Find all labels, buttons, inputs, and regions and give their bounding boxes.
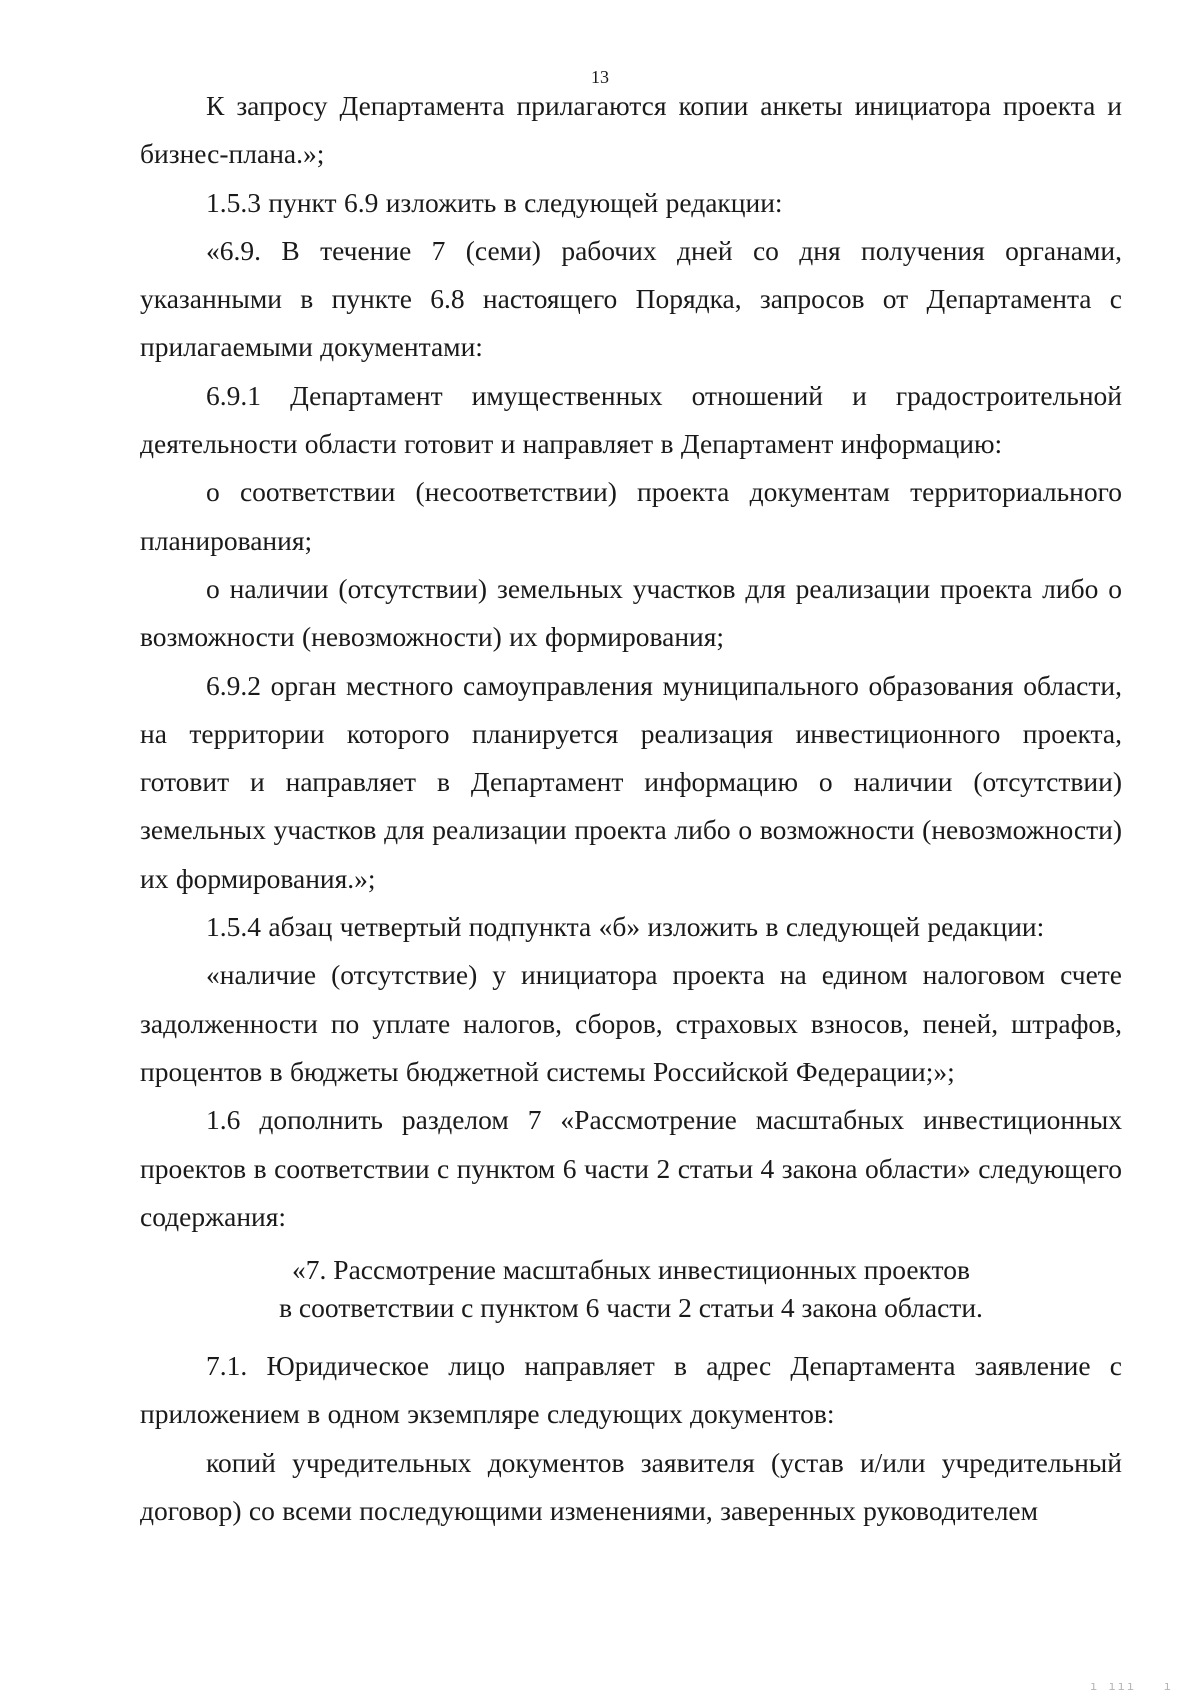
paragraph-founding-documents: копий учредительных документов заявителя (устав и/или учредительный договор) со всеми последующими изменениями, заверенных руководителем: [140, 1446, 1122, 1526]
paragraph-tax-debt: «наличие (отсутствие) у инициатора проекта на едином налоговом счете задолженности по уплате налогов, сборов, страховых взносов, пеней, штрафов, процентов в бюджеты бюджетной системы Российской Федерации;»;: [140, 959, 1122, 1087]
section-heading-line-1: «7. Рассмотрение масштабных инвестиционных проектов: [292, 1254, 970, 1285]
section-7-heading: [140, 1251, 1122, 1327]
body-text-bottom: [140, 1342, 1122, 1535]
paragraph-item-1-6: 1.6 дополнить разделом 7 «Рассмотрение масштабных инвестиционных проектов в соответствии с пунктом 6 части 2 статьи 4 закона области» следующего содержания:: [140, 1104, 1122, 1232]
body-text-top: [140, 82, 1122, 1241]
paragraph-item-6-9: «6.9. В течение 7 (семи) рабочих дней со дня получения органами, указанными в пункте 6.8 настоящего Порядка, запросов от Департамента с прилагаемыми документами:: [140, 234, 1122, 363]
paragraph-item-6-9-2: 6.9.2 орган местного самоуправления муниципального образования области, на территории которого планируется реализация инвестиционного проекта, готовит и направляет в Департамент информацию о наличии (отсутствии) земельных участков для реализации проекта либо о возможности (невозможности) их формирования.»;: [140, 669, 1122, 894]
paragraph-item-1-5-4: 1.5.4 абзац четвертый подпункта «б» изложить в следующей редакции:: [206, 911, 1045, 943]
paragraph-land-plots: о наличии (отсутствии) земельных участков для реализации проекта либо о возможности (невозможности) их формирования;: [140, 572, 1122, 653]
scan-edge-marks: ı ııı ı: [1090, 1679, 1174, 1693]
page-number: 13: [591, 67, 609, 87]
paragraph-item-1-5-3: 1.5.3 пункт 6.9 изложить в следующей редакции:: [206, 186, 783, 218]
paragraph-territorial-planning: о соответствии (несоответствии) проекта документам территориального планирования;: [140, 476, 1122, 556]
section-heading-line-2: в соответствии с пунктом 6 части 2 статьи 4 закона области.: [279, 1292, 983, 1323]
paragraph-item-6-9-1: 6.9.1 Департамент имущественных отношений и градостроительной деятельности области готовит и направляет в Департамент информацию:: [140, 379, 1122, 460]
paragraph-attachments-note: К запросу Департамента прилагаются копии анкеты инициатора проекта и бизнес-плана.»;: [140, 90, 1122, 170]
paragraph-item-7-1: 7.1. Юридическое лицо направляет в адрес Департамента заявление с приложением в одном экземпляре следующих документов:: [140, 1350, 1122, 1430]
